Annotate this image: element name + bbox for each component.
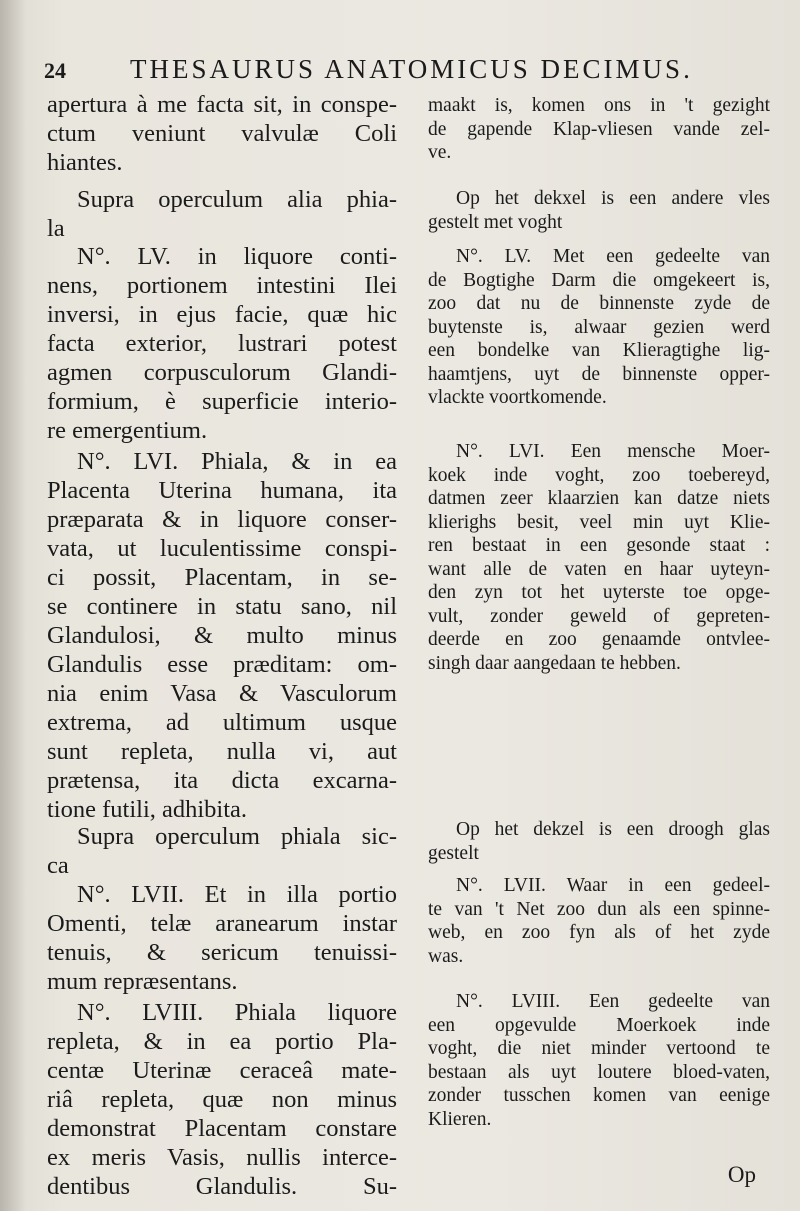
text-line: tenuis, & sericum tenuissi- [47,939,397,966]
text-line: sunt repleta, nulla vi, aut [47,738,397,765]
text-line: Placenta Uterina humana, ita [47,477,397,504]
text-line: mum repræsentans. [47,968,238,995]
text-line: se continere in statu sano, nil [47,593,397,620]
text-line: nens, portionem intestini Ilei [47,272,397,299]
text-line: agmen corpusculorum Glandi- [47,359,397,386]
text-line: te van 't Net zoo dun als een spinne- [428,898,770,920]
text-line: Klieren. [428,1108,492,1130]
text-line: den zyn tot het uyterste toe opge- [428,582,770,603]
text-line: formium, è superficie interio- [47,388,397,415]
text-line: Glandulosi, & multo minus [47,622,397,649]
text-line: centæ Uterinæ ceraceâ mate- [47,1057,397,1084]
text-line: N°. LV. in liquore conti- [77,243,397,270]
text-line: facta exterior, lustrari potest [47,330,397,357]
page-header [44,54,744,88]
text-line: re emergentium. [47,417,208,444]
text-line: dentibus Glandulis. Su- [47,1173,397,1200]
text-line: extrema, ad ultimum usque [47,709,397,736]
text-line: Op het dekzel is een droogh glas [456,819,770,840]
text-line: web, en zoo fyn als of het zyde [428,922,770,943]
text-line: hiantes. [47,149,123,176]
text-line: Glandulis esse præditam: om- [47,651,397,678]
dutch-paragraph-1 [428,94,770,165]
text-line: vult, zonder geweld of gepreten- [428,605,770,627]
dutch-paragraph-3 [428,245,770,410]
text-line: apertura à me facta sit, in conspe- [47,91,397,118]
text-line: inversi, in ejus facie, quæ hic [47,301,397,328]
text-line: la [47,215,65,242]
text-line: bestaan als uyt loutere bloed-vaten, [428,1061,770,1083]
latin-paragraph-3 [47,242,397,445]
text-line: gestelt met voght [428,211,563,233]
page-gutter-shadow [0,0,26,1211]
text-line: de Bogtighe Darm die omgekeert is, [428,269,770,291]
text-line: N°. LV. Met een gedeelte van [456,246,770,267]
text-line: N°. LVIII. Een gedeelte van [456,991,770,1012]
text-line: de gapende Klap-vliesen vande zel- [428,118,770,140]
text-line: riâ repleta, quæ non minus [47,1086,397,1113]
text-line: ren bestaat in een gesonde staat : [428,535,770,556]
dutch-paragraph-7 [428,990,770,1131]
text-line: præparata & in liquore conser- [47,506,397,533]
text-line: koek inde voght, zoo toebereyd, [428,464,770,486]
text-line: N°. LVI. Een mensche Moer- [456,441,770,462]
running-title: THESAURUS ANATOMICUS DECIMUS. [130,54,693,84]
text-line: maakt is, komen ons in 't gezight [428,95,770,116]
text-line: ve. [428,142,452,163]
latin-paragraph-2 [47,185,397,243]
dutch-paragraph-5 [428,818,770,865]
text-line: demonstrat Placentam constare [47,1115,397,1142]
latin-paragraph-5 [47,822,397,880]
catchword: Op [727,1162,756,1187]
text-line: nia enim Vasa & Vasculorum [47,680,397,707]
latin-paragraph-1 [47,90,397,177]
page-number: 24 [44,58,66,83]
text-line: singh daar aangedaan te hebben. [428,652,681,674]
text-line: haamtjens, uyt de binnenste opper- [428,363,770,385]
dutch-paragraph-2 [428,187,770,234]
text-line: deerde en zoo genaamde ontvlee- [428,629,770,650]
text-line: ci possit, Placentam, in se- [47,564,397,591]
text-line: zoo dat nu de binnenste zyde de [428,293,770,314]
text-line: vlackte voortkomende. [428,387,607,408]
text-line: datmen zeer klaarzien kan datze niets [428,488,770,509]
text-line: ex meris Vasis, nullis interce- [47,1144,397,1171]
text-line: prætensa, ita dicta excarna- [47,767,397,794]
dutch-paragraph-4 [428,440,770,675]
text-line: N°. LVIII. Phiala liquore [77,999,397,1026]
text-line: vata, ut luculentissime conspi- [47,535,397,562]
dutch-paragraph-6 [428,874,770,968]
text-line: ca [47,852,69,879]
text-line: buytenste is, alwaar gezien werd [428,316,770,338]
text-line: N°. LVI. Phiala, & in ea [77,448,397,475]
text-line: een opgevulde Moerkoek inde [428,1014,770,1036]
latin-paragraph-4 [47,447,397,824]
text-line: klierighs besit, veel min uyt Klie- [428,511,770,533]
text-line: N°. LVII. Waar in een gedeel- [456,875,770,896]
text-line: N°. LVII. Et in illa portio [77,881,397,908]
text-line: zonder tusschen komen van eenige [428,1085,770,1106]
text-line: Op het dekxel is een andere vles [456,188,770,209]
text-line: want alle de vaten en haar uyteyn- [428,558,770,580]
text-line: gestelt [428,842,479,864]
text-line: Supra operculum phiala sic- [77,823,397,850]
text-line: repleta, & in ea portio Pla- [47,1028,397,1055]
latin-paragraph-7 [47,998,397,1201]
text-line: ctum veniunt valvulæ Coli [47,120,397,147]
text-line: voght, die niet minder vertoond te [428,1038,770,1059]
text-line: Supra operculum alia phia- [77,186,397,213]
text-line: een bondelke van Klieragtighe lig- [428,340,770,361]
text-line: tione futili, adhibita. [47,796,248,823]
text-line: Omenti, telæ aranearum instar [47,910,397,937]
text-line: was. [428,945,464,967]
latin-paragraph-6 [47,880,397,996]
